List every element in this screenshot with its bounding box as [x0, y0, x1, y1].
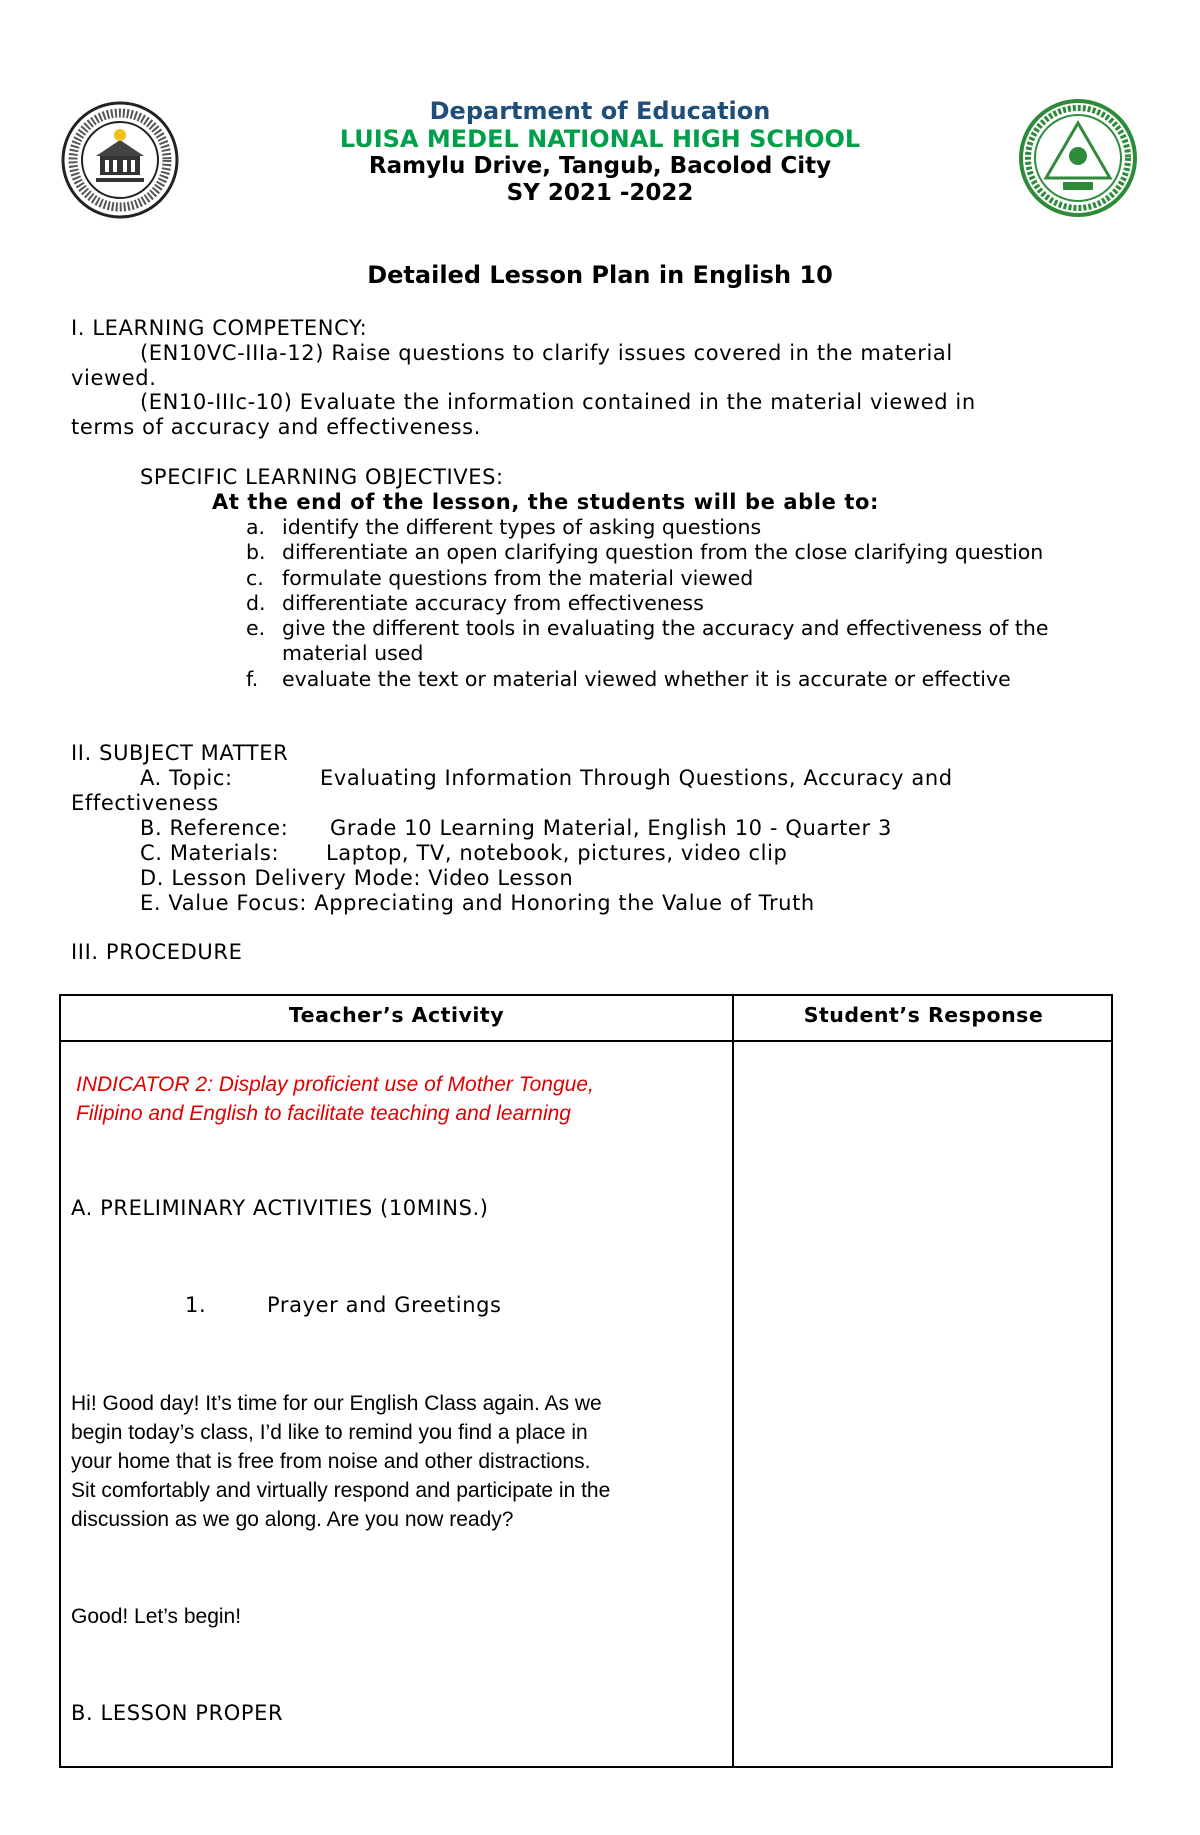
- teacher-activity-header: Teacher’s Activity: [288, 1003, 505, 1027]
- greeting-line: your home that is free from noise and other distractions.: [71, 1450, 591, 1473]
- materials-value: Laptop, TV, notebook, pictures, video clip: [326, 841, 788, 865]
- objective-letter: d.: [246, 591, 266, 615]
- materials-label: C. Materials:: [140, 841, 280, 865]
- objective-letter: a.: [246, 515, 266, 539]
- column-divider: [732, 996, 734, 1766]
- header-divider: [61, 1040, 1111, 1042]
- objective-letter: f.: [246, 667, 259, 691]
- indicator-line-b: Filipino and English to facilitate teaching and learning: [76, 1102, 571, 1125]
- objective-letter: e.: [246, 616, 266, 640]
- objective-text: identify the different types of asking questions: [282, 515, 762, 539]
- topic-value-continued: Effectiveness: [71, 791, 219, 815]
- good-begin: Good! Let’s begin!: [71, 1605, 242, 1628]
- school-year: SY 2021 -2022: [506, 180, 694, 206]
- objective-text: formulate questions from the material viewed: [282, 566, 754, 590]
- topic-label: A. Topic:: [140, 766, 233, 790]
- lesson-proper: B. LESSON PROPER: [71, 1701, 284, 1725]
- procedure-heading: III. PROCEDURE: [71, 940, 243, 964]
- competency-2-line-b: terms of accuracy and effectiveness.: [71, 415, 481, 439]
- student-response-header: Student’s Response: [803, 1003, 1044, 1027]
- reference-label: B. Reference:: [140, 816, 289, 840]
- objective-text: differentiate an open clarifying question from the close clarifying question: [282, 540, 1044, 564]
- competency-heading: I. LEARNING COMPETENCY:: [71, 316, 368, 340]
- school-address: Ramylu Drive, Tangub, Bacolod City: [368, 153, 832, 179]
- greeting-line: begin today’s class, I’d like to remind you find a place in: [71, 1421, 588, 1444]
- competency-1-line-b: viewed.: [71, 366, 157, 390]
- greeting-line: discussion as we go along. Are you now ready?: [71, 1508, 514, 1531]
- greeting-line: Hi! Good day! It’s time for our English Class again. As we: [71, 1392, 602, 1415]
- step-number: 1.: [185, 1293, 207, 1317]
- preliminary-activities: A. PRELIMINARY ACTIVITIES (10MINS.): [71, 1196, 489, 1220]
- department-name: Department of Education: [429, 97, 771, 125]
- subject-matter-heading: II. SUBJECT MATTER: [71, 741, 289, 765]
- document-title: Detailed Lesson Plan in English 10: [367, 261, 833, 289]
- greeting-line: Sit comfortably and virtually respond and participate in the: [71, 1479, 611, 1502]
- objective-text: differentiate accuracy from effectiveness: [282, 591, 704, 615]
- competency-2-line-a: (EN10-IIIc-10) Evaluate the information contained in the material viewed in: [140, 390, 976, 414]
- competency-1-line-a: (EN10VC-IIIa-12) Raise questions to clarify issues covered in the material: [140, 341, 953, 365]
- indicator-line-a: INDICATOR 2: Display proficient use of Mother Tongue,: [76, 1073, 594, 1096]
- topic-value: Evaluating Information Through Questions, Accuracy and: [320, 766, 953, 790]
- school-name: LUISA MEDEL NATIONAL HIGH SCHOOL: [339, 125, 861, 153]
- procedure-table: [59, 994, 1113, 1768]
- objective-letter: b.: [246, 540, 266, 564]
- reference-value: Grade 10 Learning Material, English 10 - Quarter 3: [330, 816, 892, 840]
- delivery-mode: D. Lesson Delivery Mode: Video Lesson: [140, 866, 574, 890]
- objective-text: evaluate the text or material viewed whether it is accurate or effective: [282, 667, 1011, 691]
- objectives-intro: At the end of the lesson, the students will be able to:: [212, 490, 880, 514]
- value-focus: E. Value Focus: Appreciating and Honoring the Value of Truth: [140, 891, 815, 915]
- school-seal-icon: [1018, 98, 1138, 218]
- objective-letter: c.: [246, 566, 264, 590]
- step-label: Prayer and Greetings: [267, 1293, 502, 1317]
- objective-text: material used: [282, 641, 424, 665]
- objective-text: give the different tools in evaluating the accuracy and effectiveness of the: [282, 616, 1049, 640]
- objectives-heading: SPECIFIC LEARNING OBJECTIVES:: [140, 465, 504, 489]
